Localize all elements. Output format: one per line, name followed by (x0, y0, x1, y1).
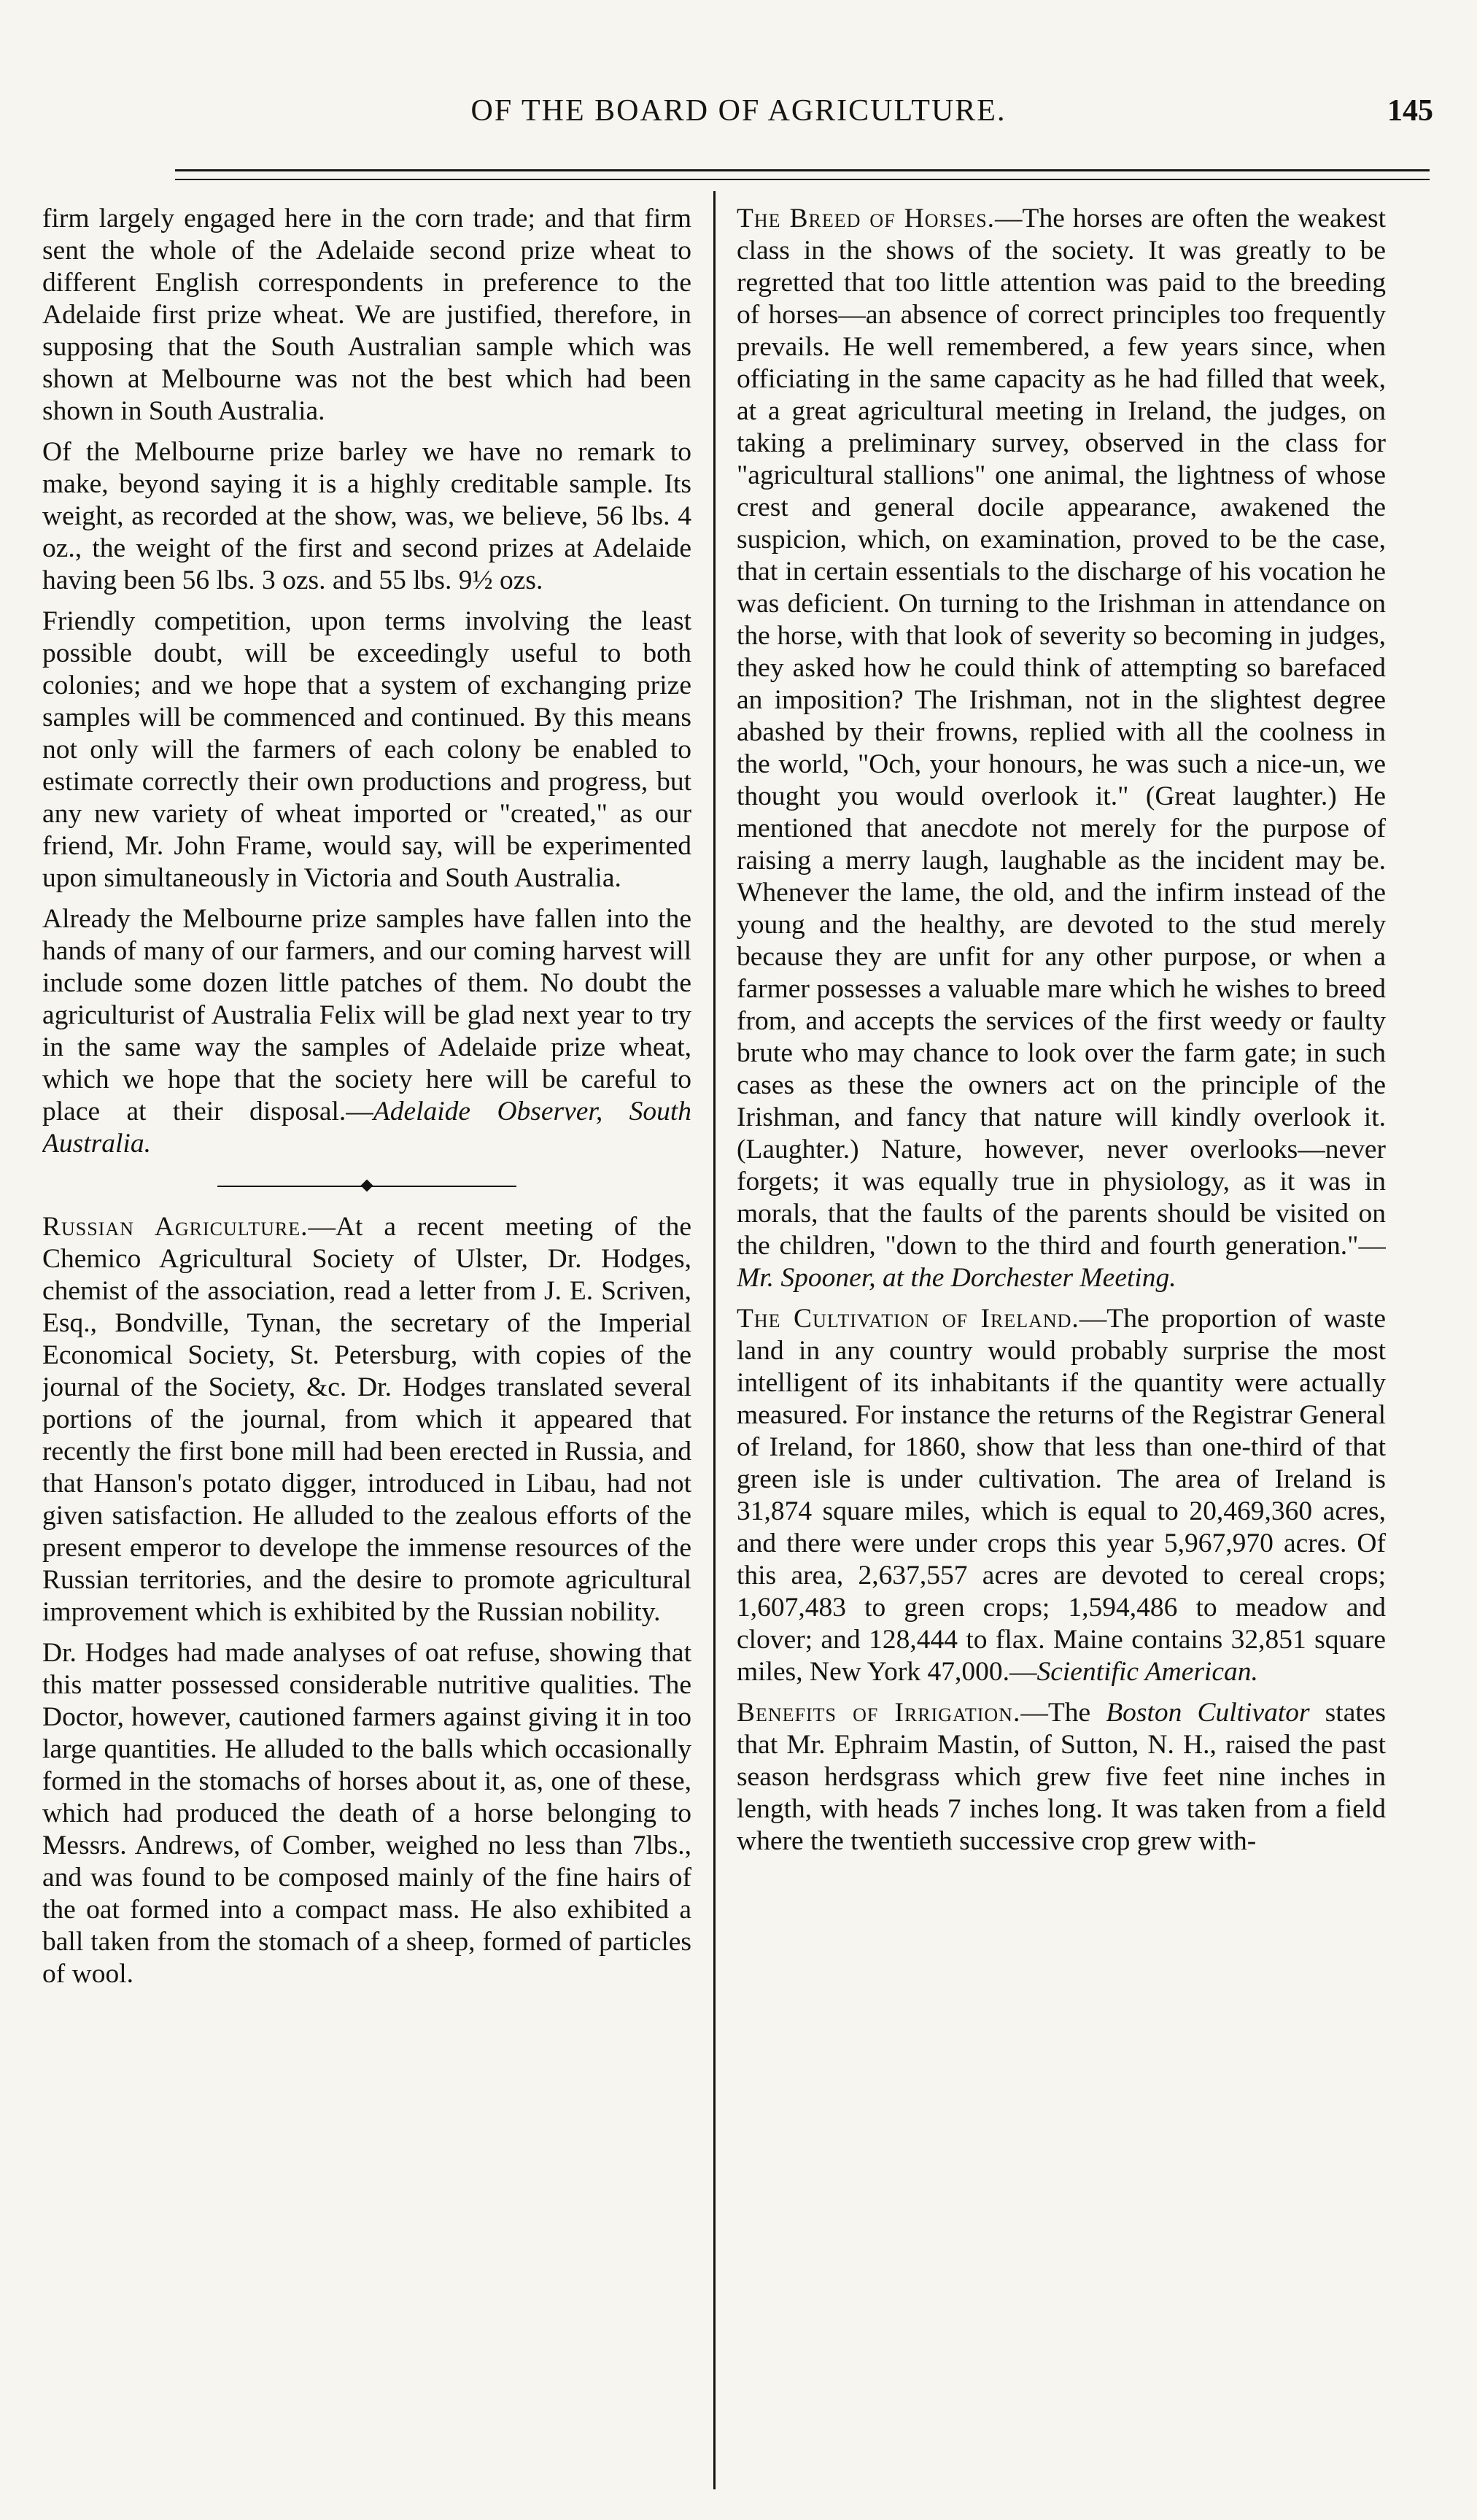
ornament-icon (361, 1180, 373, 1192)
article-text: —The proportion of waste land in any country would probably surprise the most intelligent of its inhabitants if the quantity were actually measured. For instance the returns of the Registrar General of Ireland, for 1860, show that less than one-third of that green isle is under cultivation. The area of Ireland is 31,874 square miles, which is equal to 20,469,360 acres, and there were under crops this year 5,967,970 acres. Of this area, 2,637,557 acres are devoted to cereal crops; 1,607,483 to green crops; 1,594,486 to meadow and clover; and 128,444 to flax. Maine contains 32,851 square miles, New York 47,000.— (737, 1304, 1386, 1687)
paragraph: firm largely engaged here in the corn trade; and that firm sent the whole of the Adelaide second prize wheat to different English correspondents in preference to the Adelaide first prize wheat. We are justified, therefore, in supposing that the South Australian sample which was shown at Melbourne was not the best which had been shown in South Australia. (42, 204, 691, 426)
article-cultivation-of-ireland (737, 1303, 1386, 1688)
article-heading: Russian Agriculture. (42, 1212, 309, 1242)
paragraph: Dr. Hodges had made analyses of oat refuse, showing that this matter possessed considerable nutritive qualities. The Doctor, however, cautioned farmers against giving it in too large quantities. He alluded to the balls which occasionally formed in the stomachs of horses about it, as, one of these, which had produced the death of a horse belonging to Messrs. Andrews, of Comber, weighed no less than 7lbs., and was found to be composed mainly of the fine hairs of the oat formed into a compact mass. He also exhibited a ball taken from the stomach of a sheep, formed of particles of wool. (42, 1638, 691, 1989)
running-title: OF THE BOARD OF AGRICULTURE. (470, 94, 1007, 128)
article-heading: The Cultivation of Ireland. (737, 1304, 1079, 1334)
paragraph-text: Already the Melbourne prize samples have fallen into the hands of many of our farmers, and our coming harvest will include some dozen little patches of them. No doubt the agriculturist of Australia Felix will be glad next year to try in the same way the samples of Adelaide prize wheat, which we hope that the society here will be careful to place at their disposal.— (42, 904, 691, 1126)
article-benefits-of-irrigation (737, 1697, 1386, 1858)
article-heading: The Breed of Horses. (737, 204, 996, 233)
paragraph: Of the Melbourne prize barley we have no remark to make, beyond saying it is a highly creditable sample. Its weight, as recorded at the show, was, we believe, 56 lbs. 4 oz., the weight of the first and second prizes at Adelaide having been 56 lbs. 3 ozs. and 55 lbs. 9½ ozs. (42, 437, 691, 595)
page-number: 145 (1387, 94, 1433, 128)
paragraph: Friendly competition, upon terms involving the least possible doubt, will be exceedingly useful to both colonies; and we hope that a system of exchanging prize samples will be commenced and continued. By this means not only will the farmers of each colony be enabled to estimate correctly their own productions and progress, but any new variety of wheat imported or "created," as our friend, Mr. John Frame, would say, will be experimented upon simultaneously in Victoria and South Australia. (42, 606, 691, 893)
left-column (42, 203, 691, 2486)
article-text: —The (1020, 1698, 1106, 1728)
column-divider (713, 191, 716, 2489)
publication-name: Boston Cultivator (1106, 1698, 1310, 1728)
article-text: —At a recent meeting of the Chemico Agricultural Society of Ulster, Dr. Hodges, chemist of the association, read a letter from J. E. Scriven, Esq., Bondville, Tynan, the secretary of the Imperial Economical Society, St. Petersburg, with copies of the journal of the Society, &c. Dr. Hodges translated several portions of the journal, from which it appeared that recently the first bone mill had been erected in Russia, and that Hanson's potato digger, introduced in Libau, had not given satisfaction. He alluded to the zealous efforts of the present emperor to develope the immense resources of the Russian territories, and the desire to promote agricultural improvement which is exhibited by the Russian nobility. (42, 1212, 691, 1627)
header-rule-bottom (175, 179, 1430, 180)
right-column (737, 203, 1386, 2486)
source-citation: Mr. Spooner, at the Dorchester Meeting. (737, 1263, 1176, 1293)
section-divider (42, 1179, 691, 1194)
article-heading: Benefits of Irrigation. (737, 1698, 1021, 1728)
article-text: —The horses are often the weakest class in the shows of the society. It was greatly to be regretted that too little attention was paid to the breeding of horses—an absence of correct principles too frequently prevails. He well remembered, a few years since, when officiating in the same capacity as he had filled that week, at a great agricultural meeting in Ireland, the judges, on taking a preliminary survey, observed in the class for "agricultural stallions" one animal, the lightness of whose crest and general docile appearance, awakened the suspicion, which, on examination, proved to be the case, that in certain essentials to the discharge of his vocation he was deficient. On turning to the Irishman in attendance on the horse, with that look of severity so becoming in judges, they asked how he could think of attempting so barefaced an imposition? The Irishman, not in the slightest degree abashed by their frowns, replied with all the coolness in the world, "Och, your honours, he was such a nice-un, we thought you would overlook it." (Great laughter.) He mentioned that anecdote not merely for the purpose of raising a merry laugh, laughable as the incident may be. Whenever the lame, the old, and the infirm instead of the young and the healthy, are devoted to the stud merely because they are unfit for any other purpose, or when a farmer possesses a valuable mare which he wishes to breed from, and accepts the services of the first weedy or faulty brute who may chance to look over the farm gate; in such cases as these the owners act on the principle of the Irishman, and fancy that nature will kindly overlook it. (Laughter.) Nature, however, never overlooks—never forgets; it was equally true in physiology, as it was in morals, that the faults of the parents should be visited on the children, "down to the third and fourth generation."— (737, 204, 1386, 1261)
header-rule-top (175, 169, 1430, 171)
article-russian-agriculture (42, 1211, 691, 1628)
source-citation: Adelaide Observer, South Australia. (42, 1097, 691, 1159)
article-text: states that Mr. Ephraim Mastin, of Sutton, N. H., raised the past season herdsgrass which grew five feet nine inches in length, with heads 7 inches long. It was taken from a field where the twentieth successive crop grew with- (737, 1698, 1386, 1856)
page-header (0, 80, 1477, 139)
paragraph (42, 903, 691, 1160)
source-citation: Scientific American. (1036, 1657, 1258, 1687)
article-breed-of-horses (737, 203, 1386, 1294)
